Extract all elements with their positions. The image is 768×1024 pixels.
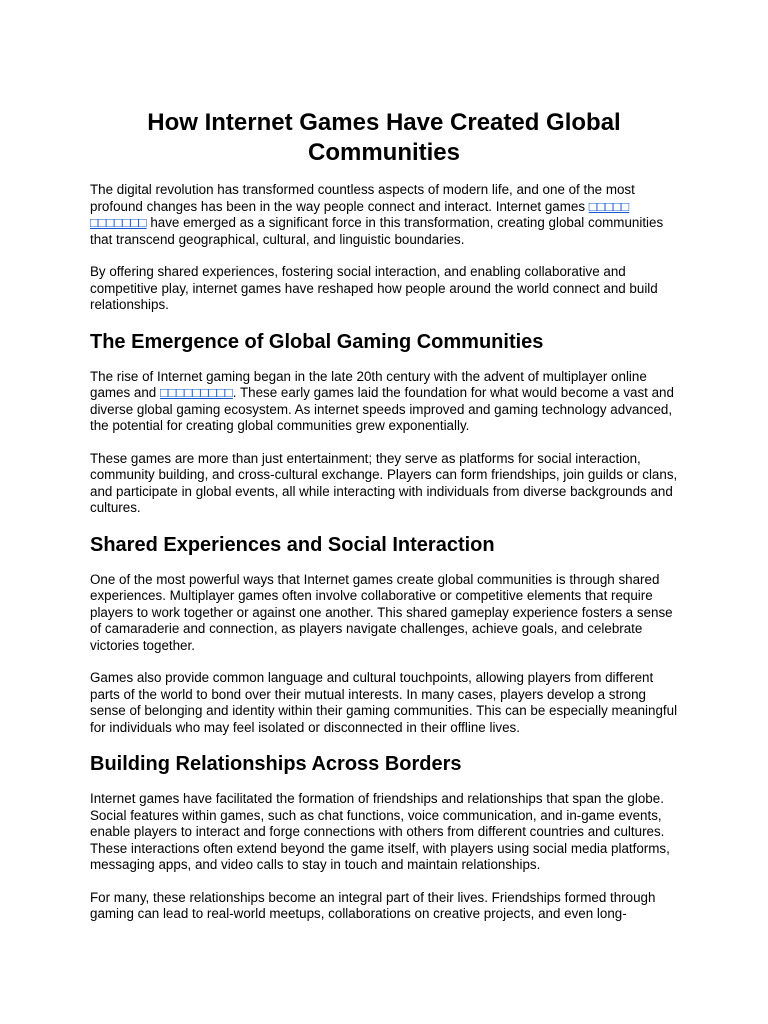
intro-text-a: The digital revolution has transformed countless aspects of modern life, and one of the most profound changes has been in the way people connect and interact. Internet games <box>90 182 635 214</box>
intro-paragraph-2: By offering shared experiences, fostering social interaction, and enabling collaborative and competitive play, internet games have reshaped how people around the world connect and build relationships. <box>90 264 658 312</box>
section1-text-a: The rise of Internet gaming began in the late 20th century with the advent of multiplayer online games and <box>90 368 647 400</box>
intro-paragraph-1 <box>90 182 678 248</box>
keyword-link-2[interactable]: □□□□□□□□□ <box>159 385 233 400</box>
section-heading-relationships: Building Relationships Across Borders <box>90 753 462 775</box>
section2-paragraph-1: One of the most powerful ways that Internet games create global communities is through shared experiences. Multiplayer games often involve collaborative or competitive elements that require players to work together or against one another. This shared gameplay experience fosters a sense of camaraderie and connection, as players navigate challenges, achieve goals, and celebrate victories together. <box>90 571 673 653</box>
section1-paragraph-2: These games are more than just entertainment; they serve as platforms for social interaction, community building, and cross-cultural exchange. Players can form friendships, join guilds or clans, and participate in global events, all while interacting with individuals from diverse backgrounds and cultures. <box>90 450 678 515</box>
keyword-link-1[interactable]: □□□□□ □□□□□□□ <box>90 198 630 230</box>
section-heading-emergence: The Emergence of Global Gaming Communities <box>90 330 544 353</box>
section1-paragraph-1 <box>90 369 678 435</box>
section3-paragraph-1: Internet games have facilitated the formation of friendships and relationships that span the globe. Social features within games, such as chat functions, voice communication, and in-game events, enable players to interact and forge connections with others from different countries and cultures. These interactions often extend beyond the game itself, with players using social media platforms, messaging apps, and video calls to stay in touch and maintain relationships. <box>90 791 670 872</box>
section-heading-shared-experiences: Shared Experiences and Social Interaction <box>90 533 495 556</box>
section1-text-b: . These early games laid the foundation for what would become a vast and diverse global gaming ecosystem. As internet speeds improved and gaming technology advanced, the potential for creating global communities grew exponentially. <box>90 385 674 433</box>
section2-paragraph-2: Games also provide common language and cultural touchpoints, allowing players from different parts of the world to bond over their mutual interests. In many cases, players develop a strong sense of belonging and identity within their gaming communities. This can be especially meaningful for individuals who may feel isolated or disconnected in their offline lives. <box>90 670 678 735</box>
intro-text-b: have emerged as a significant force in this transformation, creating global communities that transcend geographical, cultural, and linguistic boundaries. <box>90 215 664 247</box>
section3-paragraph-2: For many, these relationships become an integral part of their lives. Friendships formed through gaming can lead to real-world meetups, collaborations on creative projects, and even long- <box>90 889 656 921</box>
page-title: How Internet Games Have Created Global Communities <box>147 109 621 166</box>
document-page <box>90 108 678 939</box>
